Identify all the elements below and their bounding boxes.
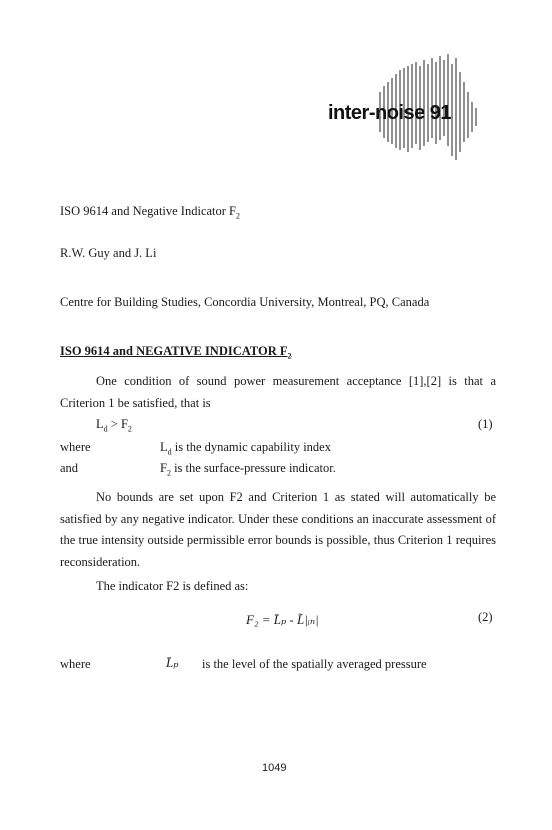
def-surface-pressure: $F_2$ is the surface-pressure indicator. <box>160 461 336 478</box>
where-definition: is the level of the spatially averaged pressure <box>202 657 427 671</box>
section-heading: ISO 9614 and NEGATIVE INDICATOR $F_2$ <box>60 344 292 361</box>
def-label-where: where <box>60 440 91 454</box>
authors: R.W. Guy and J. Li <box>60 246 157 260</box>
paragraph-3: The indicator F2 is defined as: <box>96 579 249 593</box>
equation-2: F₂ = L̄ₚ - L̃|ᵢₙ| <box>246 612 319 627</box>
paragraph-1: One condition of sound power measurement acceptance [1],[2] is that a Criterion 1 be satisfied, that is <box>60 374 496 410</box>
where-label: where <box>60 657 91 671</box>
equation-1-number: (1) <box>478 417 493 431</box>
equation-1: $L_d > F_2$ <box>96 417 132 434</box>
affiliation: Centre for Building Studies, Concordia University, Montreal, PQ, Canada <box>60 295 430 309</box>
paragraph-2: No bounds are set upon F2 and Criterion 1 as stated will automatically be satisfied by any negative indicator. Under these conditions an inaccurate assessment of the true intensity outside permissible error bounds is possible, thus Criterion 1 requires reconsideration. <box>60 490 496 569</box>
equation-2-number: (2) <box>478 610 493 624</box>
logo-text: inter-noise 91 <box>328 102 452 124</box>
conference-logo <box>320 52 490 162</box>
page-number: 1049 <box>262 762 287 774</box>
def-dynamic-capability: $L_d$ is the dynamic capability index <box>160 440 331 457</box>
paper-title: ISO 9614 and Negative Indicator $F_2$ <box>60 204 241 221</box>
def-label-and: and <box>60 461 79 475</box>
where-symbol: L̄ₚ <box>166 655 179 670</box>
